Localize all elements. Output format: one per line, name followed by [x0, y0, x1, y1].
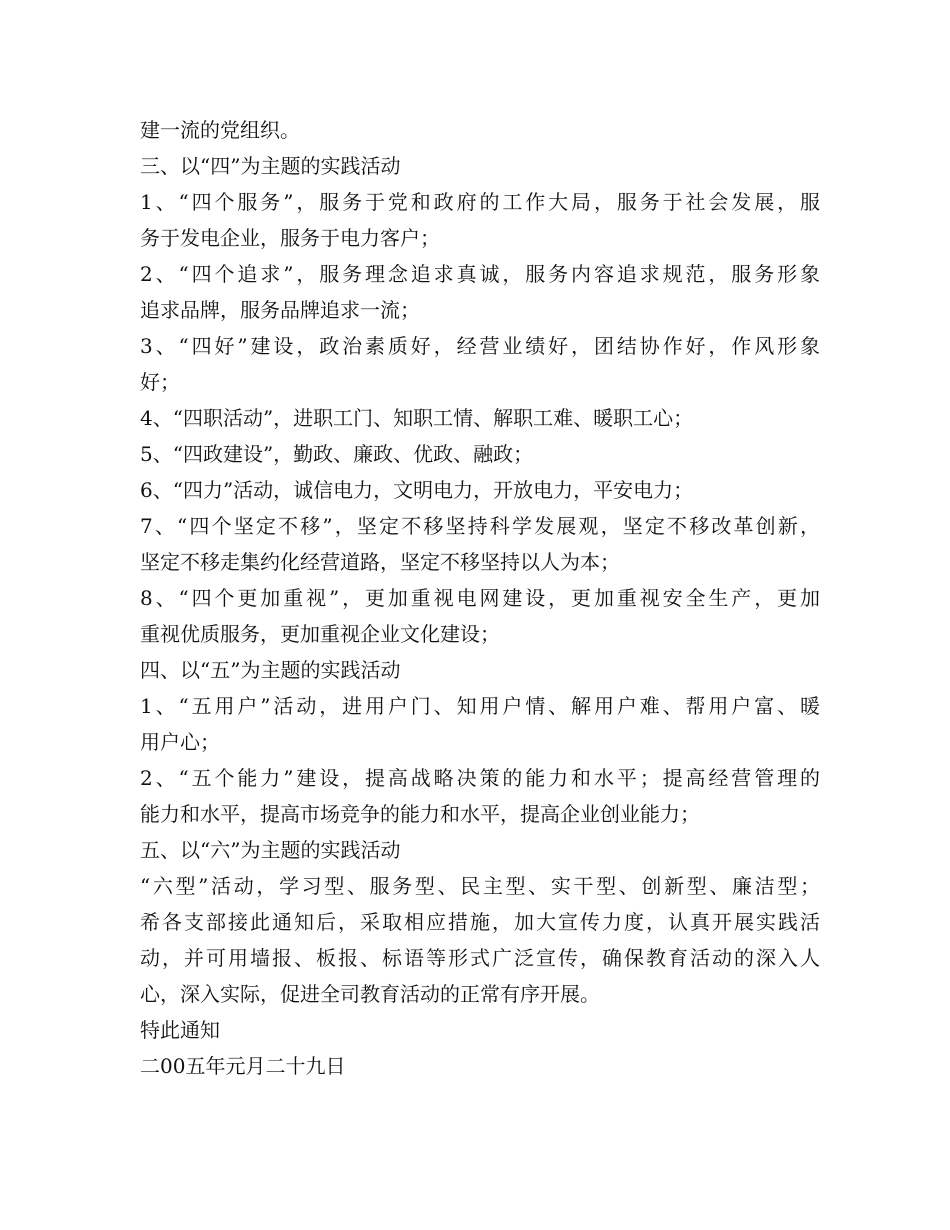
text-line: 1、“五用户”活动，进用户门、知用户情、解用户难、帮用户富、暖: [140, 694, 820, 718]
text-line: 1、“四个服务”，服务于党和政府的工作大局，服务于社会发展，服: [140, 190, 820, 214]
text-line: 2、“五个能力”建设，提高战略决策的能力和水平；提高经营管理的: [140, 766, 820, 790]
text-line: 动，并可用墙报、板报、标语等形式广泛宣传，确保教育活动的深入人: [140, 946, 820, 970]
text-line: 建一流的党组织。: [140, 118, 300, 142]
text-line: 5、“四政建设”，勤政、廉政、优政、融政；: [140, 442, 534, 466]
text-line: 四、以“五”为主题的实践活动: [140, 658, 401, 682]
text-line: 好；: [140, 370, 180, 394]
text-line: 4、“四职活动”，进职工门、知职工情、解职工难、暖职工心；: [140, 406, 694, 430]
text-line: 五、以“六”为主题的实践活动: [140, 838, 401, 862]
text-line: “六型”活动，学习型、服务型、民主型、实干型、创新型、廉洁型；: [140, 874, 820, 898]
text-line: 3、“四好”建设，政治素质好，经营业绩好，团结协作好，作风形象: [140, 334, 820, 358]
text-line: 希各支部接此通知后，采取相应措施，加大宣传力度，认真开展实践活: [140, 910, 820, 934]
text-line: 务于发电企业，服务于电力客户；: [140, 226, 440, 250]
text-line: 心，深入实际，促进全司教育活动的正常有序开展。: [140, 982, 600, 1006]
text-line: 能力和水平，提高市场竞争的能力和水平，提高企业创业能力；: [140, 802, 700, 826]
text-line: 用户心；: [140, 730, 220, 754]
text-line: 8、“四个更加重视”，更加重视电网建设，更加重视安全生产，更加: [140, 586, 820, 610]
text-line: 6、“四力”活动，诚信电力，文明电力，开放电力，平安电力；: [140, 478, 694, 502]
text-line: 7、“四个坚定不移”，坚定不移坚持科学发展观，坚定不移改革创新，: [140, 514, 820, 538]
text-line: 坚定不移走集约化经营道路，坚定不移坚持以人为本；: [140, 550, 620, 574]
text-line: 三、以“四”为主题的实践活动: [140, 154, 401, 178]
notice-body: [140, 112, 820, 1084]
text-line: 特此通知: [140, 1018, 220, 1042]
text-line: 二00五年元月二十九日: [140, 1054, 346, 1078]
text-line: 追求品牌，服务品牌追求一流；: [140, 298, 420, 322]
text-line: 重视优质服务，更加重视企业文化建设；: [140, 622, 500, 646]
text-line: 2、“四个追求”，服务理念追求真诚，服务内容追求规范，服务形象: [140, 262, 820, 286]
